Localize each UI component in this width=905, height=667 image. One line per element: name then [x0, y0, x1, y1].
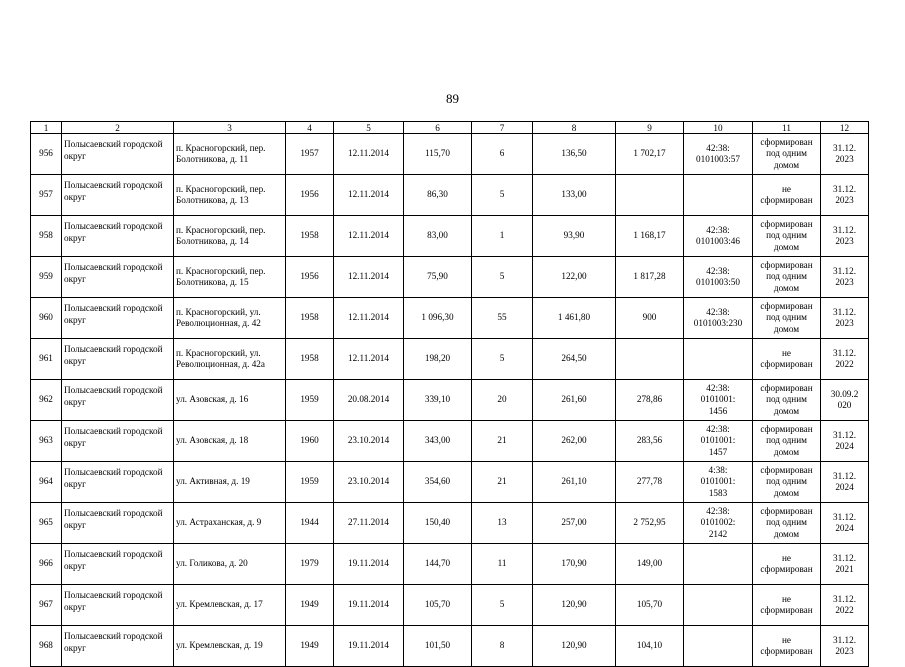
cell-row-number: 968 [31, 626, 62, 667]
cell-row-number: 966 [31, 544, 62, 585]
cell-address: п. Красногорский, ул. Революционная, д. 42 [174, 298, 286, 339]
cell-area-plot: 277,78 [616, 462, 684, 503]
header-cell-cadastral-number: 10 [684, 122, 753, 134]
table-row [31, 257, 869, 298]
header-cell-row-number: 1 [31, 122, 62, 134]
cell-municipality: Полысаевский городской округ [62, 216, 174, 257]
header-cell-year-built: 4 [286, 122, 334, 134]
cell-year-built: 1959 [286, 462, 334, 503]
header-cell-residents: 7 [472, 122, 533, 134]
cell-address: ул. Азовская, д. 18 [174, 421, 286, 462]
table-row [31, 175, 869, 216]
cell-residents: 20 [472, 380, 533, 421]
cell-area-plot: 1 168,17 [616, 216, 684, 257]
cell-residents: 21 [472, 421, 533, 462]
cell-deadline: 31.12. 2024 [821, 503, 869, 544]
cell-address: ул. Активная, д. 19 [174, 462, 286, 503]
cell-area-total: 105,70 [404, 585, 472, 626]
cell-cadastral-number: 42:38: 0101001: 1456 [684, 380, 753, 421]
cell-date: 23.10.2014 [334, 421, 404, 462]
cell-deadline: 31.12. 2023 [821, 134, 869, 175]
cell-area-plot [616, 175, 684, 216]
cell-date: 12.11.2014 [334, 339, 404, 380]
header-cell-deadline: 12 [821, 122, 869, 134]
cell-cadastral-number [684, 339, 753, 380]
header-cell-date: 5 [334, 122, 404, 134]
cell-address: ул. Азовская, д. 16 [174, 380, 286, 421]
cell-deadline: 31.12. 2023 [821, 626, 869, 667]
cell-cadastral-number [684, 626, 753, 667]
cell-year-built: 1949 [286, 626, 334, 667]
cell-row-number: 956 [31, 134, 62, 175]
cell-municipality: Полысаевский городской округ [62, 421, 174, 462]
cell-year-built: 1958 [286, 216, 334, 257]
cell-row-number: 967 [31, 585, 62, 626]
cell-area-total: 150,40 [404, 503, 472, 544]
cell-deadline: 30.09.2 020 [821, 380, 869, 421]
cell-area-land: 122,00 [533, 257, 616, 298]
cell-deadline: 31.12. 2023 [821, 175, 869, 216]
cell-residents: 21 [472, 462, 533, 503]
cell-plot-status: не сформирован [753, 544, 821, 585]
header-cell-area-land: 8 [533, 122, 616, 134]
table-row [31, 421, 869, 462]
cell-year-built: 1958 [286, 298, 334, 339]
cell-area-plot: 105,70 [616, 585, 684, 626]
cell-date: 12.11.2014 [334, 175, 404, 216]
table-row [31, 544, 869, 585]
cell-area-total: 83,00 [404, 216, 472, 257]
cell-deadline: 31.12. 2024 [821, 462, 869, 503]
cell-year-built: 1960 [286, 421, 334, 462]
cell-row-number: 959 [31, 257, 62, 298]
cell-municipality: Полысаевский городской округ [62, 626, 174, 667]
header-cell-address: 3 [174, 122, 286, 134]
cell-cadastral-number: 42:38: 0101002: 2142 [684, 503, 753, 544]
cell-municipality: Полысаевский городской округ [62, 134, 174, 175]
cell-municipality: Полысаевский городской округ [62, 298, 174, 339]
cell-deadline: 31.12. 2022 [821, 585, 869, 626]
cell-date: 19.11.2014 [334, 585, 404, 626]
cell-area-total: 144,70 [404, 544, 472, 585]
cell-date: 12.11.2014 [334, 216, 404, 257]
cell-cadastral-number [684, 175, 753, 216]
table-row [31, 462, 869, 503]
table-row [31, 134, 869, 175]
cell-area-total: 115,70 [404, 134, 472, 175]
cell-municipality: Полысаевский городской округ [62, 339, 174, 380]
page-number: 89 [446, 91, 459, 106]
cell-residents: 55 [472, 298, 533, 339]
cell-residents: 5 [472, 339, 533, 380]
cell-address: ул. Кремлевская, д. 17 [174, 585, 286, 626]
cell-area-land: 261,10 [533, 462, 616, 503]
cell-area-land: 170,90 [533, 544, 616, 585]
cell-year-built: 1956 [286, 257, 334, 298]
cell-row-number: 958 [31, 216, 62, 257]
cell-date: 19.11.2014 [334, 544, 404, 585]
cell-area-land: 262,00 [533, 421, 616, 462]
cell-cadastral-number: 42:38: 0101003:50 [684, 257, 753, 298]
cell-year-built: 1959 [286, 380, 334, 421]
cell-date: 20.08.2014 [334, 380, 404, 421]
cell-cadastral-number: 42:38: 0101001: 1457 [684, 421, 753, 462]
cell-municipality: Полысаевский городской округ [62, 175, 174, 216]
table-row [31, 626, 869, 667]
cell-area-plot: 104,10 [616, 626, 684, 667]
cell-residents: 6 [472, 134, 533, 175]
cell-area-total: 339,10 [404, 380, 472, 421]
cell-residents: 13 [472, 503, 533, 544]
cell-plot-status: сформирован под одним домом [753, 380, 821, 421]
cell-plot-status: сформирован под одним домом [753, 503, 821, 544]
cell-residents: 5 [472, 257, 533, 298]
cell-municipality: Полысаевский городской округ [62, 462, 174, 503]
table-row [31, 216, 869, 257]
table-row [31, 339, 869, 380]
cell-address: п. Красногорский, пер. Болотникова, д. 14 [174, 216, 286, 257]
cell-row-number: 957 [31, 175, 62, 216]
header-cell-plot-status: 11 [753, 122, 821, 134]
cell-plot-status: сформирован под одним домом [753, 134, 821, 175]
cell-cadastral-number: 42:38: 0101003:57 [684, 134, 753, 175]
cell-residents: 5 [472, 175, 533, 216]
cell-residents: 5 [472, 585, 533, 626]
cell-plot-status: сформирован под одним домом [753, 298, 821, 339]
cell-deadline: 31.12. 2021 [821, 544, 869, 585]
cell-area-land: 120,90 [533, 585, 616, 626]
cell-row-number: 963 [31, 421, 62, 462]
cell-area-land: 261,60 [533, 380, 616, 421]
cell-area-plot: 278,86 [616, 380, 684, 421]
cell-cadastral-number: 42:38: 0101003:230 [684, 298, 753, 339]
cell-area-plot: 283,56 [616, 421, 684, 462]
cell-plot-status: не сформирован [753, 339, 821, 380]
cell-address: ул. Астраханская, д. 9 [174, 503, 286, 544]
cell-deadline: 31.12. 2022 [821, 339, 869, 380]
cell-address: п. Красногорский, пер. Болотникова, д. 13 [174, 175, 286, 216]
cell-area-total: 354,60 [404, 462, 472, 503]
cell-area-plot [616, 339, 684, 380]
cell-year-built: 1949 [286, 585, 334, 626]
cell-municipality: Полысаевский городской округ [62, 585, 174, 626]
cell-plot-status: не сформирован [753, 626, 821, 667]
cell-cadastral-number: 42:38: 0101003:46 [684, 216, 753, 257]
cell-area-plot: 1 702,17 [616, 134, 684, 175]
cell-cadastral-number [684, 585, 753, 626]
cell-area-land: 1 461,80 [533, 298, 616, 339]
housing-registry-table [30, 121, 869, 667]
cell-area-plot: 2 752,95 [616, 503, 684, 544]
cell-area-land: 133,00 [533, 175, 616, 216]
cell-plot-status: не сформирован [753, 175, 821, 216]
cell-row-number: 964 [31, 462, 62, 503]
cell-address: ул. Кремлевская, д. 19 [174, 626, 286, 667]
header-cell-municipality: 2 [62, 122, 174, 134]
cell-address: п. Красногорский, пер. Болотникова, д. 15 [174, 257, 286, 298]
cell-date: 27.11.2014 [334, 503, 404, 544]
cell-address: п. Красногорский, пер. Болотникова, д. 11 [174, 134, 286, 175]
cell-row-number: 961 [31, 339, 62, 380]
cell-plot-status: не сформирован [753, 585, 821, 626]
header-cell-area-plot: 9 [616, 122, 684, 134]
table-row [31, 380, 869, 421]
cell-deadline: 31.12. 2023 [821, 216, 869, 257]
cell-date: 12.11.2014 [334, 298, 404, 339]
cell-residents: 1 [472, 216, 533, 257]
cell-municipality: Полысаевский городской округ [62, 503, 174, 544]
cell-area-land: 264,50 [533, 339, 616, 380]
table-row [31, 585, 869, 626]
cell-date: 12.11.2014 [334, 134, 404, 175]
cell-date: 19.11.2014 [334, 626, 404, 667]
cell-area-total: 101,50 [404, 626, 472, 667]
cell-address: ул. Голикова, д. 20 [174, 544, 286, 585]
cell-area-total: 343,00 [404, 421, 472, 462]
cell-year-built: 1956 [286, 175, 334, 216]
cell-area-plot: 1 817,28 [616, 257, 684, 298]
cell-area-total: 86,30 [404, 175, 472, 216]
cell-area-land: 93,90 [533, 216, 616, 257]
table-row [31, 503, 869, 544]
header-cell-area-total: 6 [404, 122, 472, 134]
cell-plot-status: сформирован под одним домом [753, 421, 821, 462]
cell-row-number: 965 [31, 503, 62, 544]
cell-address: п. Красногорский, ул. Революционная, д. 42а [174, 339, 286, 380]
cell-area-land: 120,90 [533, 626, 616, 667]
cell-year-built: 1957 [286, 134, 334, 175]
cell-date: 12.11.2014 [334, 257, 404, 298]
cell-row-number: 962 [31, 380, 62, 421]
table-row [31, 298, 869, 339]
cell-date: 23.10.2014 [334, 462, 404, 503]
cell-area-total: 1 096,30 [404, 298, 472, 339]
cell-plot-status: сформирован под одним домом [753, 257, 821, 298]
cell-row-number: 960 [31, 298, 62, 339]
cell-municipality: Полысаевский городской округ [62, 544, 174, 585]
cell-residents: 11 [472, 544, 533, 585]
cell-area-land: 136,50 [533, 134, 616, 175]
cell-area-plot: 900 [616, 298, 684, 339]
cell-year-built: 1979 [286, 544, 334, 585]
cell-area-plot: 149,00 [616, 544, 684, 585]
cell-cadastral-number: 4:38: 0101001: 1583 [684, 462, 753, 503]
cell-deadline: 31.12. 2023 [821, 257, 869, 298]
cell-area-land: 257,00 [533, 503, 616, 544]
cell-area-total: 75,90 [404, 257, 472, 298]
cell-area-total: 198,20 [404, 339, 472, 380]
cell-deadline: 31.12. 2023 [821, 298, 869, 339]
cell-cadastral-number [684, 544, 753, 585]
cell-residents: 8 [472, 626, 533, 667]
cell-year-built: 1958 [286, 339, 334, 380]
cell-year-built: 1944 [286, 503, 334, 544]
cell-plot-status: сформирован под одним домом [753, 462, 821, 503]
cell-municipality: Полысаевский городской округ [62, 257, 174, 298]
header-row [31, 122, 869, 134]
cell-deadline: 31.12. 2024 [821, 421, 869, 462]
table-body [31, 122, 869, 667]
cell-municipality: Полысаевский городской округ [62, 380, 174, 421]
cell-plot-status: сформирован под одним домом [753, 216, 821, 257]
